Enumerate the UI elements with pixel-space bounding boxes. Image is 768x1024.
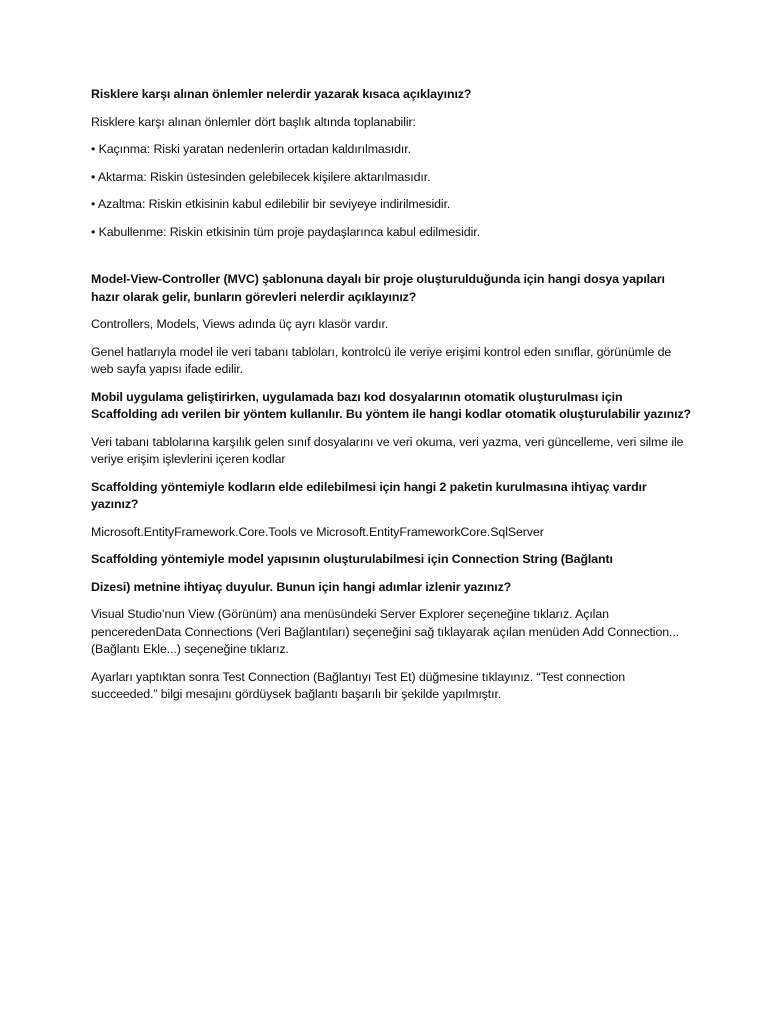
bullet-acceptance: • Kabullenme: Riskin etkisinin tüm proje paydaşlarınca kabul edilmesidir. [91,224,480,239]
question-risk-measures: Risklere karşı alınan önlemler nelerdir yazarak kısaca açıklayınız? [91,87,472,101]
answer-mvc-roles: Genel hatlarıyla model ile veri tabanı tabloları, kontrolcü ile veriye erişimi kontrol eden sınıflar, görünümle de web sayfa yapısı ifade edilir. [91,344,672,376]
question-connection-string-line1: Scaffolding yöntemiyle model yapısının oluşturulabilmesi için Connection String (Bağlantı [91,552,613,566]
question-connection-string-line2: Dizesi) metnine ihtiyaç duyulur. Bunun için hangi adımlar izlenir yazınız? [91,579,512,594]
question-scaffolding-codes: Mobil uygulama geliştirirken, uygulamada bazı kod dosyalarının otomatik oluşturulması için Scaffolding adı verilen bir yöntem kullanılır. Bu yöntem ile hangi kodlar otomatik oluşturulabilir yazınız? [91,389,691,421]
answer-mvc-folders: Controllers, Models, Views adında üç ayrı klasör vardır. [91,317,389,331]
answer-connection-test: Ayarları yaptıktan sonra Test Connection (Bağlantıyı Test Et) düğmesine tıklayınız. “Test connection succeeded.” bilgi mesajını gördüysek bağlantı başarılı bir şekilde yapılmıştır. [91,669,626,701]
question-mvc-structure: Model-View-Controller (MVC) şablonuna dayalı bir proje oluşturulduğunda için hangi dosya yapıları hazır olarak gelir, bunların görevleri nelerdir açıklayınız? [91,272,665,304]
answer-connection-steps: Visual Studio’nun View (Görünüm) ana menüsündeki Server Explorer seçeneğine tıklarız. Açılan penceredenData Connections (Veri Bağlantıları) seçeneğini sağ tıklayarak açılan menüden Add Connection... (Bağlantı Ekle...) seçeneğine tıklarız. [91,607,680,656]
bullet-transfer: • Aktarma: Riskin üstesinden gelebilecek kişilere aktarılmasıdır. [91,169,431,184]
bullet-avoidance: • Kaçınma: Riski yaratan nedenlerin ortadan kaldırılmasıdır. [91,142,411,156]
bullet-mitigation: • Azaltma: Riskin etkisinin kabul edilebilir bir seviyeye indirilmesidir. [91,197,451,211]
answer-risk-intro: Risklere karşı alınan önlemler dört başlık altında toplanabilir: [91,114,416,129]
document-page [91,86,691,714]
question-scaffolding-packages: Scaffolding yöntemiyle kodların elde edilebilmesi için hangi 2 paketin kurulmasına ihtiyaç vardır yazınız? [91,479,647,511]
answer-scaffolding-codes: Veri tabanı tablolarına karşılık gelen sınıf dosyalarını ve veri okuma, veri yazma, veri güncelleme, veri silme ile veriye erişim işlevlerini içeren kodlar [91,434,684,466]
answer-scaffolding-packages: Microsoft.EntityFramework.Core.Tools ve Microsoft.EntityFrameworkCore.SqlServer [91,524,544,539]
